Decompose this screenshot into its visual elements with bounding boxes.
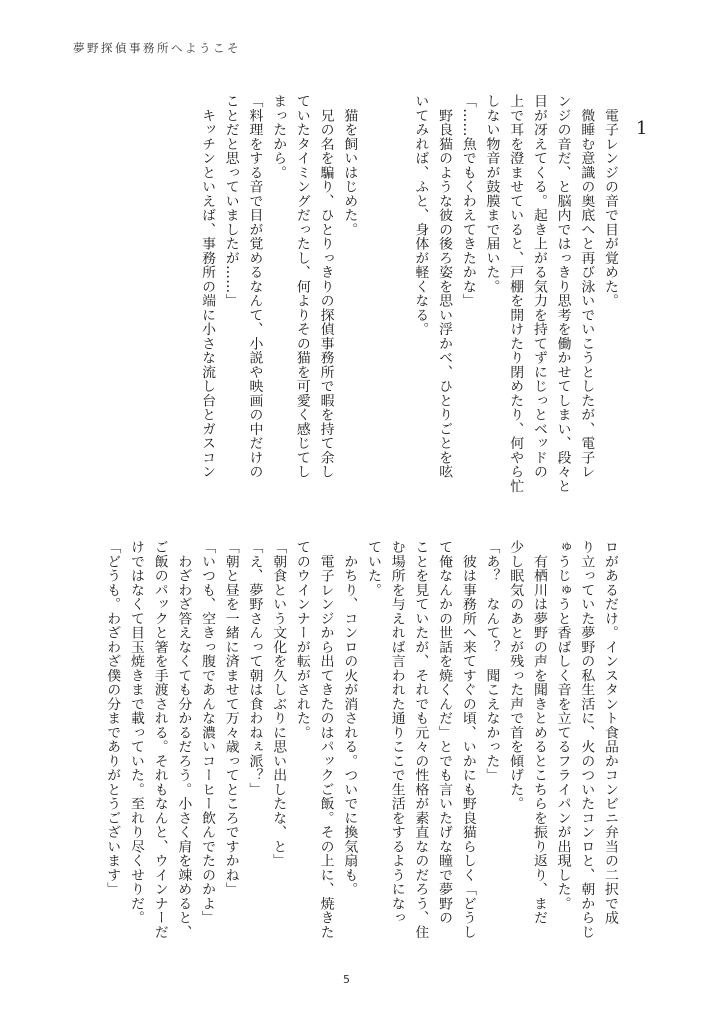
text-line: けではなくて目玉焼きまで載っていた。至れり尽くせりだ。	[127, 540, 144, 925]
text-line: 上で耳を澄ませていると、戸棚を開けたり閉めたり、何やら忙	[507, 94, 524, 493]
text-line: キッチンといえば、事務所の端に小さな流し台とガスコン	[199, 94, 216, 479]
text-line: ていた。	[364, 540, 381, 597]
text-line: 「朝食という文化を久しぶりに思い出したな、と」	[270, 540, 287, 868]
text-line: 電子レンジの音で目が覚めた。	[602, 94, 618, 308]
text-line: む場所を与えれば言われた通りここで生活をするようになっ	[388, 540, 405, 925]
text-line: 猫を飼いはじめた。	[341, 94, 358, 237]
text-line: て俺なんかの世話を焼くんだ」とでも言いたげな瞳で夢野の	[436, 540, 453, 925]
text-line: ことだと思っていましたが……」	[222, 94, 239, 308]
text-line: 目が冴えてくる。起き上がる気力を持てずにじっとベッドの	[530, 94, 547, 479]
text-line: てのウインナーが転がされた。	[293, 540, 310, 740]
text-line: ご飯のパックと箸を手渡される。それもなんと、ウインナーだ	[151, 540, 168, 939]
text-line: 有栖川は夢野の声を聞きとめるとこちらを振り返り、まだ	[530, 540, 547, 925]
text-line: ゅうじゅうと香ばしく音を立てるフライパンが出現した。	[554, 540, 571, 911]
text-line: 「え、夢野さんって朝は食わねぇ派？」	[246, 540, 263, 797]
text-line: かちり、コンロの火が消される。ついでに換気扇も。	[341, 540, 358, 897]
text-line: 「いつも、空きっ腹であんな濃いコーヒー飲んでたのかよ」	[199, 540, 216, 925]
page-number: 5	[343, 973, 350, 986]
text-line	[384, 94, 408, 514]
text-line: 微睡む意識の奥底へと再び泳いでいこうとしたが、電子レ	[578, 94, 595, 479]
text-line: ていたタイミングだったし、何よりその猫を可愛く感じてし	[293, 94, 310, 479]
text-line: 「朝と昼を一緒に済ませて万々歳ってところですかね」	[222, 540, 239, 897]
text-line: 野良猫のような彼の後ろ姿を思い浮かべ、ひとりごとを呟	[436, 94, 453, 479]
text-block-upper	[77, 94, 621, 514]
text-line: まったから。	[270, 94, 287, 180]
text-line: ンジの音だ、と脳内ではっきり思考を働かせてしまい、段々と	[554, 94, 571, 493]
text-line: 「料理をする音で目が覚めるなんて、小説や映画の中だけの	[246, 94, 263, 479]
text-block-lower	[77, 540, 621, 950]
text-line: ロがあるだけ。インスタント食品かコンビニ弁当の二択で成	[602, 540, 618, 925]
text-line	[360, 94, 384, 514]
text-line: しない物音が鼓膜まで届いた。	[483, 94, 500, 294]
text-line: 彼は事務所へ来てすぐの頃、いかにも野良猫らしく「どうし	[459, 540, 476, 939]
text-line: ことを見ていたが、それでも元々の性格が素直なのだろう、住	[412, 540, 429, 939]
text-line: 「……魚でもくわえてきたかな」	[459, 94, 476, 308]
text-line: 兄の名を騙り、ひとりっきりの探偵事務所で暇を持て余し	[317, 94, 334, 479]
text-line: 「どうも。わざわざ僕の分までありがとうございます」	[104, 540, 121, 897]
text-line: り立っていた夢野の私生活に、火のついたコンロと、朝からじ	[578, 540, 595, 939]
text-line: 「あ？ なんて？ 聞こえなかった」	[483, 540, 500, 783]
chapter-number: 1	[636, 118, 648, 139]
text-line: 電子レンジから出てきたのはパックご飯。その上に、焼きた	[317, 540, 334, 939]
running-header: 夢野探偵事務所へようこそ	[73, 41, 241, 55]
text-line: 少し眠気のあとが残った声で首を傾げた。	[507, 540, 524, 811]
text-line: わざわざ答えなくても分かるだろう。小さく肩を竦めると、	[175, 540, 192, 939]
text-line: いてみれば、ふと、身体が軽くなる。	[412, 94, 429, 337]
